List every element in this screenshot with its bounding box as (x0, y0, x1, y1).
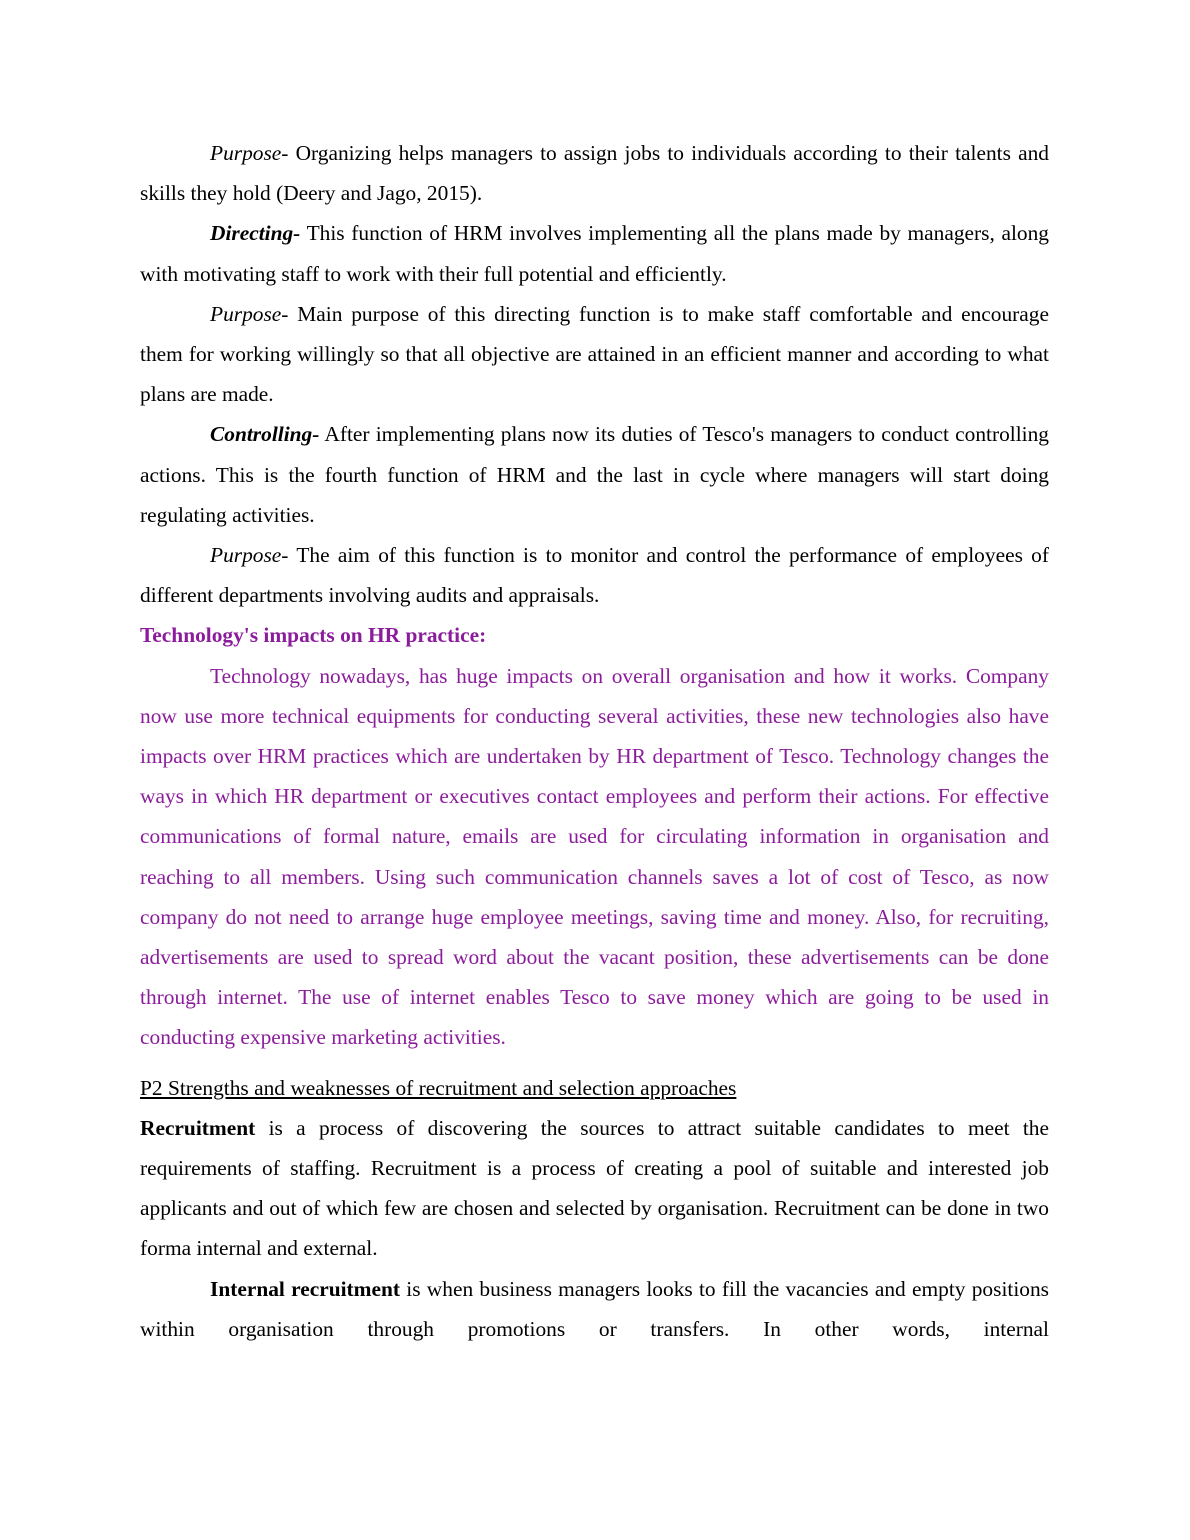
paragraph-text: Organizing helps managers to assign jobs to individuals according to their talents and skills they hold (Deery and Jago, 2015). (140, 141, 1049, 206)
p2-section-heading: P2 Strengths and weaknesses of recruitment and selection approaches (140, 1075, 737, 1100)
purpose-label: Purpose (210, 141, 282, 165)
paragraph-directing-purpose: Purpose- Main purpose of this directing function is to make staff comfortable and encourage them for working willingly so that all objective are attained in an efficient manner and according to what plans are made. (140, 301, 1049, 407)
paragraph-text: This function of HRM involves implementing all the plans made by managers, along with motivating staff to work with their full potential and efficiently. (140, 221, 1049, 286)
paragraph-text: After implementing plans now its duties of Tesco's managers to conduct controlling actions. This is the fourth function of HRM and the last in cycle where managers will start doing regulating activities. (140, 422, 1049, 527)
paragraph-recruitment (140, 1108, 1049, 1269)
paragraph-text: The aim of this function is to monitor and control the performance of employees of different departments involving audits and appraisals. (140, 543, 1049, 608)
internal-recruitment-label: Internal recruitment (210, 1276, 401, 1301)
paragraph-controlling-purpose: Purpose- The aim of this function is to monitor and control the performance of employees of different departments involving audits and appraisals. (140, 543, 1049, 608)
paragraph-text: is a process of discovering the sources to attract suitable candidates to meet the requirements of staffing. Recruitment is a process of creating a pool of suitable and interested job applicants and out of which few are chosen and selected by organisation. Recruitment can be done in two forma internal and external. (140, 1115, 1049, 1261)
paragraph-controlling (140, 414, 1049, 535)
recruitment-label: Recruitment (140, 1115, 256, 1140)
technology-paragraph: Technology nowadays, has huge impacts on overall organisation and how it works. Company now use more technical equipments for conducting several activities, these new technologies also have impacts over HRM practices which are undertaken by HR department of Tesco. Technology changes the ways in which HR department or executives contact employees and perform their actions. For effective communications of formal nature, emails are used for circulating information in organisation and reaching to all members. Using such communication channels saves a lot of cost of Tesco, as now company do not need to arrange huge employee meetings, saving time and money. Also, for recruiting, advertisements are used to spread word about the vacant position, these advertisements can be done through internet. The use of internet enables Tesco to save money which are going to be used in conducting expensive marketing activities. (140, 663, 1049, 1050)
purpose-label: Purpose (210, 543, 282, 568)
document-page (140, 133, 1049, 1349)
paragraph-text: Main purpose of this directing function is to make staff comfortable and encourage them for working willingly so that all objective are attained in an efficient manner and according to what plans are made. (140, 301, 1049, 407)
paragraph-text: is when business managers looks to fill the vacancies and empty positions within organisation through promotions or transfers. In other words, internal (140, 1276, 1049, 1341)
paragraph-organizing-purpose: Purpose- Organizing helps managers to assign jobs to individuals according to their talents and skills they hold (Deery and Jago, 2015). (140, 141, 1049, 206)
directing-label: Directing- (210, 221, 301, 246)
controlling-label: Controlling- (210, 422, 320, 447)
paragraph-internal-recruitment (140, 1269, 1049, 1349)
purpose-label: Purpose (210, 301, 282, 326)
paragraph-directing (140, 213, 1049, 293)
technology-heading: Technology's impacts on HR practice: (140, 623, 487, 648)
